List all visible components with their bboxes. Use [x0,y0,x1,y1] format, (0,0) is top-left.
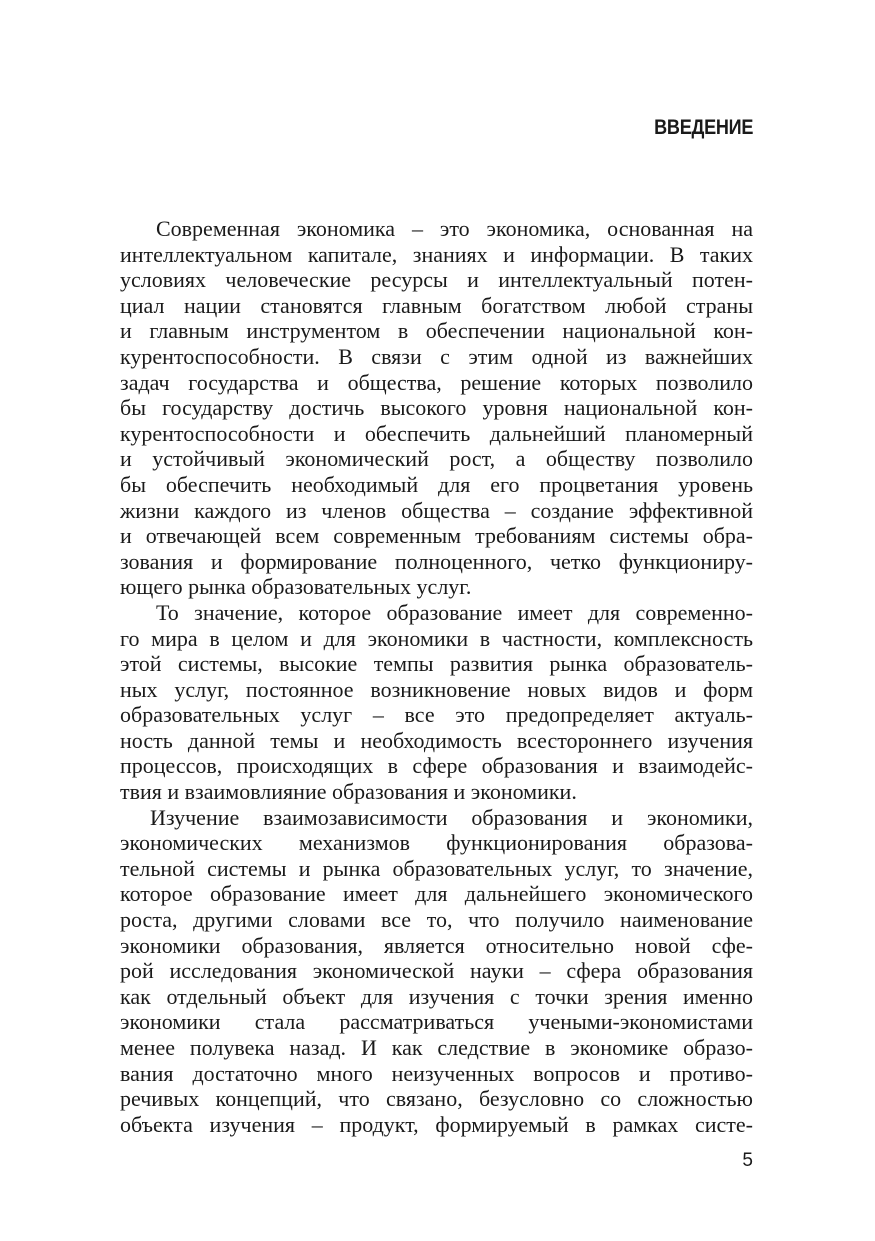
text-line: Современная экономика – это экономика, основанная на [156,216,753,241]
text-line: ность данной темы и необходимость всестороннего изучения [120,727,753,753]
page-number: 5 [742,1150,753,1171]
text-line: образовательных услуг – все это предопределяет актуаль- [120,702,753,728]
text-line: циал нации становятся главным богатством любой страны [120,292,753,318]
text-line: го мира в целом и для экономики в частности, комплексность [120,625,753,651]
text-line: бы обеспечить необходимый для его процветания уровень [120,471,753,497]
text-line: и устойчивый экономический рост, а обществу позволило [120,446,753,472]
text-line: задач государства и общества, решение которых позволило [120,369,753,395]
text-line: как отдельный объект для изучения с точки зрения именно [120,983,753,1009]
text-line: ющего рынка образовательных услуг. [120,574,472,600]
text-line: экономических механизмов функционирования образова- [120,830,753,856]
text-line: курентоспособности и обеспечить дальнейший планомерный [120,420,753,446]
text-line: жизни каждого из членов общества – создание эффективной [120,497,753,523]
text-line: твия и взаимовлияние образования и экономики. [120,779,577,805]
body-text [120,216,753,1137]
text-line: ных услуг, постоянное возникновение новых видов и форм [120,676,753,702]
text-line: которое образование имеет для дальнейшего экономического [120,881,753,907]
text-line: Изучение взаимозависимости образования и экономики, [150,804,753,830]
text-line: менее полувека назад. И как следствие в экономике образо- [120,1035,753,1060]
text-line: и главным инструментом в обеспечении национальной кон- [120,318,753,344]
text-line: тельной системы и рынка образовательных услуг, то значение, [120,855,753,881]
text-line: вания достаточно много неизученных вопросов и противо- [120,1060,753,1086]
text-line: бы государству достичь высокого уровня национальной кон- [120,395,753,421]
text-line: То значение, которое образование имеет для современно- [156,599,753,625]
text-line: процессов, происходящих в сфере образования и взаимодейс- [120,753,753,779]
text-line: курентоспособности. В связи с этим одной из важнейших [120,343,753,369]
text-line: интеллектуальном капитале, знаниях и информации. В таких [120,241,753,267]
text-line: объекта изучения – продукт, формируемый в рамках систе- [120,1111,753,1137]
text-line: речивых концепций, что связано, безусловно со сложностью [120,1086,753,1112]
text-line: условиях человеческие ресурсы и интеллектуальный потен- [120,267,753,293]
text-line: рой исследования экономической науки – сфера образования [120,958,753,984]
text-line: зования и формирование полноценного, четко функциониру- [120,548,753,574]
text-line: экономики образования, является относительно новой сфе- [120,932,753,958]
text-line: этой системы, высокие темпы развития рынка образователь- [120,651,753,677]
text-line: роста, другими словами все то, что получило наименование [120,907,753,933]
chapter-heading: ВВЕДЕНИЕ [653,116,753,139]
text-line: экономики стала рассматриваться учеными-экономистами [120,1009,753,1035]
text-line: и отвечающей всем современным требованиям системы обра- [120,523,753,549]
